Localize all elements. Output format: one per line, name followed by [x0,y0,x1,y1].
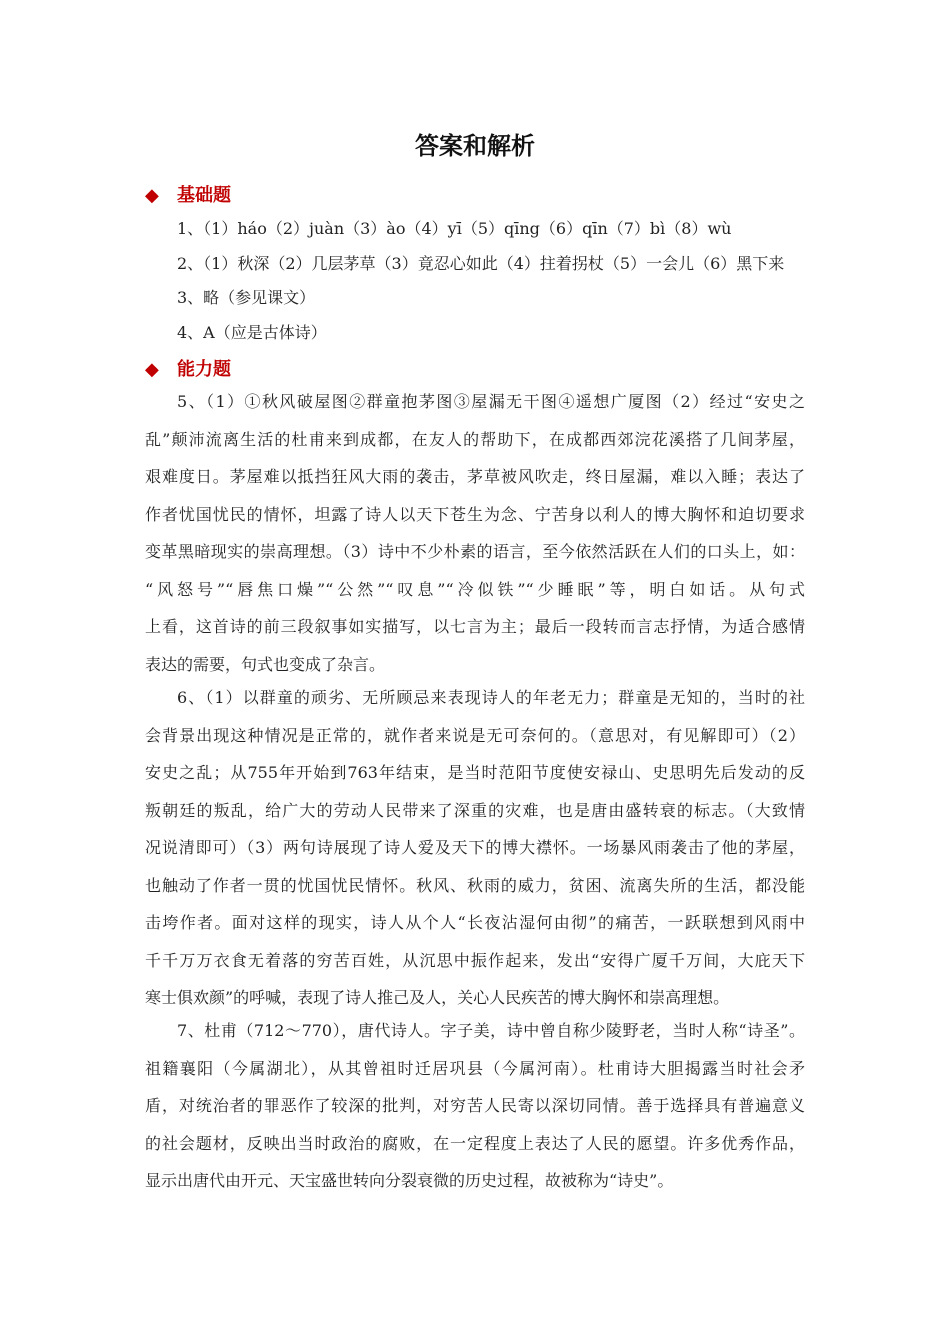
q5-text-line: 上看，这首诗的前三段叙事如实描写，以七言为主；最后一段转而言志抒情，为适合感情 [145,617,805,636]
q7-text-line: 的社会题材，反映出当时政治的腐败，在一定程度上表达了人民的愿望。许多优秀作品， [145,1133,805,1153]
q6-text-line: 叛朝廷的叛乱，给广大的劳动人民带来了深重的灾难，也是唐由盛转衰的标志。（大致情 [145,800,805,820]
q7-text-line: 显示出唐代由开元、天宝盛世转向分裂衰微的历史过程，故被称为“诗史”。 [145,1171,674,1190]
q5-text-line: 5、（1）①秋风破屋图②群童抱茅图③屋漏无干图④遥想广厦图（2）经过“安史之 [177,392,805,411]
section-heading-basic [145,181,231,207]
q6-text-line: 寒士俱欢颜”的呼喊，表现了诗人推己及人，关心人民疾苦的博大胸怀和崇高理想。 [145,988,730,1007]
basic-text-line: 4、A（应是古体诗） [177,322,327,342]
q6-text-line: 击垮作者。面对这样的现实，诗人从个人“长夜沾湿何由彻”的痛苦，一跃联想到风雨中 [145,913,805,932]
q5-text-line: 变革黑暗现实的崇高理想。（3）诗中不少朴素的语言，至今依然活跃在人们的口头上，如： [145,542,805,561]
basic-text-line: 1、（1）háo（2）juàn（3）ào（4）yī（5）qīng（6）qīn（7）bì（8）wù [177,219,732,238]
q5-text-line: 艰难度日。茅屋难以抵挡狂风大雨的袭击，茅草被风吹走，终日屋漏，难以入睡；表达了 [145,467,805,486]
diamond-icon: ◆ [145,359,159,380]
basic-text-line: 2、（1）秋深（2）几层茅草（3）竟忍心如此（4）拄着拐杖（5）一会儿（6）黑下来 [177,253,785,273]
diamond-icon: ◆ [145,185,159,206]
q7-text-line: 7、杜甫（712～770），唐代诗人。字子美，诗中曾自称少陵野老，当时人称“诗圣”。 [177,1021,805,1040]
q5-text-line: “风怒号”“唇焦口燥”“公然”“叹息”“冷似铁”“少睡眠”等，明白如话。从句式 [145,579,805,599]
q6-text-line: 也触动了作者一贯的忧国忧民情怀。秋风、秋雨的威力，贫困、流离失所的生活，都没能 [145,875,805,895]
q6-text-line: 千千万万衣食无着落的穷苦百姓，从沉思中振作起来，发出“安得广厦千万间，大庇天下 [145,950,805,970]
q7-text-line: 盾，对统治者的罪恶作了较深的批判，对穷苦人民寄以深切同情。善于选择具有普遍意义 [145,1096,805,1115]
page-title: 答案和解析 [415,132,535,160]
q6-text-line: 况说清即可）（3）两句诗展现了诗人爱及天下的博大襟怀。一场暴风雨袭击了他的茅屋， [145,838,805,857]
q6-text-line: 会背景出现这种情况是正常的，就作者来说是无可奈何的。（意思对，有见解即可）（2） [145,725,805,745]
q6-text-line: 6、（1）以群童的顽劣、无所顾忌来表现诗人的年老无力；群童是无知的，当时的社 [177,688,805,707]
section-label: 能力题 [177,359,231,380]
q6-text-line: 安史之乱；从755年开始到763年结束，是当时范阳节度使安禄山、史思明先后发动的反 [145,763,805,782]
section-heading-ability [145,355,231,381]
q5-text-line: 表达的需要，句式也变成了杂言。 [145,654,386,674]
q5-text-line: 作者忧国忧民的情怀，坦露了诗人以天下苍生为念、宁苦身以利人的博大胸怀和迫切要求 [145,504,805,524]
q5-text-line: 乱”颠沛流离生活的杜甫来到成都，在友人的帮助下，在成都西郊浣花溪搭了几间茅屋， [145,429,805,449]
basic-text-line: 3、略（参见课文） [177,288,316,307]
section-label: 基础题 [177,185,231,206]
q7-text-line: 祖籍襄阳（今属湖北），从其曾祖时迁居巩县（今属河南）。杜甫诗大胆揭露当时社会矛 [145,1058,805,1078]
